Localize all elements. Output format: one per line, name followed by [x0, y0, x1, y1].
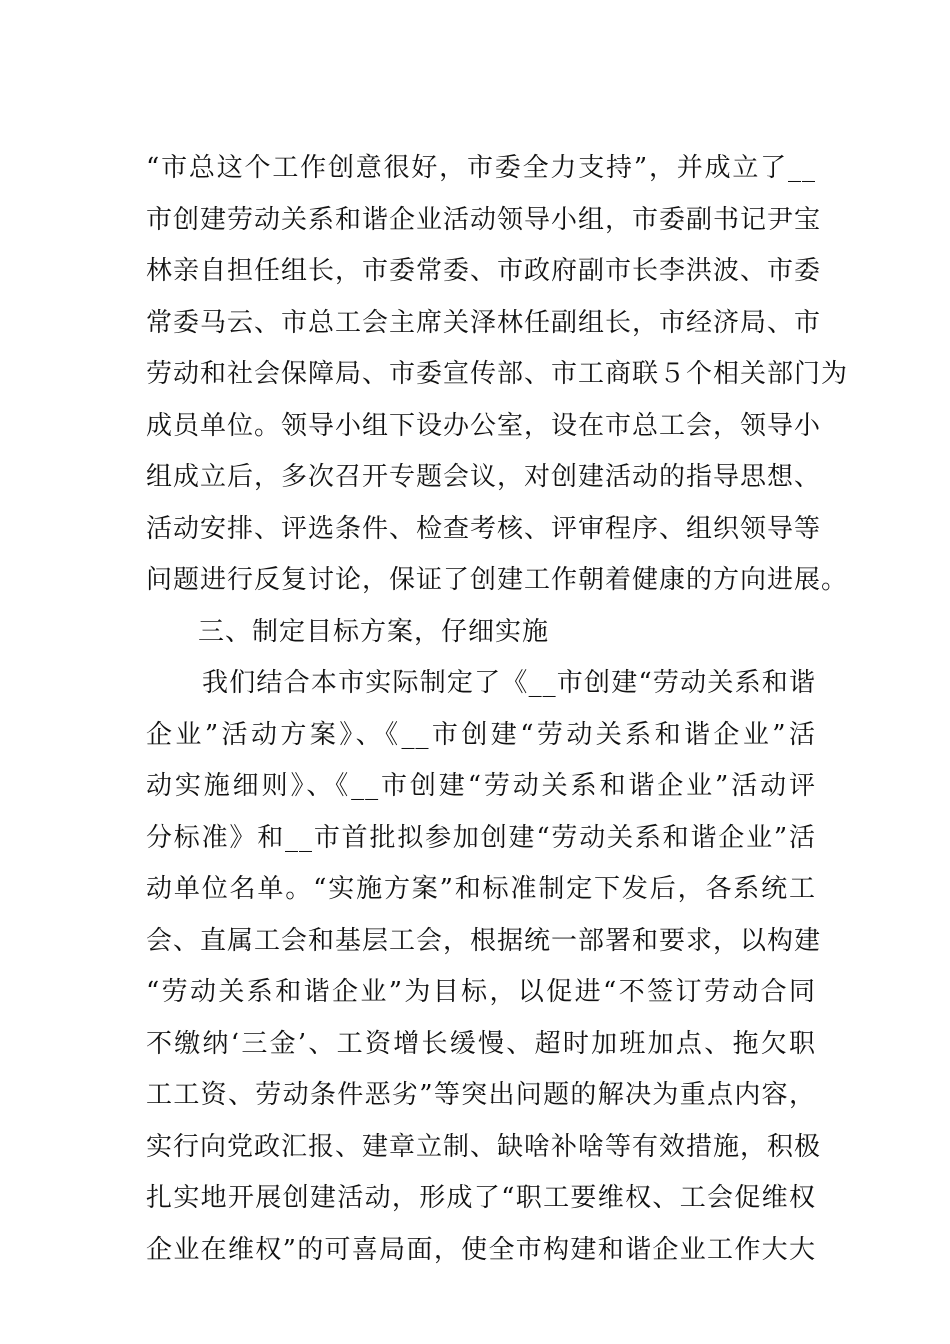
body-line-22: 企业在维权”的可喜局面，使全市构建和谐企业工作大大: [146, 1234, 816, 1265]
document-body: [146, 148, 849, 1281]
body-line-18: 不缴纳‘三金’、工资增长缓慢、超时加班加点、拖欠职: [146, 1028, 816, 1059]
body-line-17: “劳动关系和谐企业”为目标，以促进“不签订劳动合同: [146, 977, 816, 1007]
body-line-3: 林亲自担任组长，市委常委、市政府副市长李洪波、市委: [146, 256, 822, 286]
body-line-16: 会、直属工会和基层工会，根据统一部署和要求，以构建: [146, 925, 822, 956]
body-line-1: “市总这个工作创意很好，市委全力支持”，并成立了__: [146, 153, 816, 183]
body-line-13: 动实施细则》、《__市创建“劳动关系和谐企业”活动评: [146, 771, 816, 801]
body-line-2: 市创建劳动关系和谐企业活动领导小组，市委副书记尹宝: [146, 204, 822, 235]
body-line-8: 活动安排、评选条件、检查考核、评审程序、组织领导等: [146, 513, 822, 544]
body-line-20: 实行向党政汇报、建章立制、缺啥补啥等有效措施，积极: [146, 1131, 822, 1162]
section-heading: 三、制定目标方案，仔细实施: [198, 616, 550, 647]
body-line-15: 动单位名单。“实施方案”和标准制定下发后，各系统工: [146, 874, 816, 904]
body-line-7: 组成立后，多次召开专题会议，对创建活动的指导思想、: [146, 462, 822, 492]
body-line-11: 我们结合本市实际制定了《__市创建“劳动关系和谐: [202, 668, 816, 698]
body-line-9: 问题进行反复讨论，保证了创建工作朝着健康的方向进展。: [146, 565, 849, 595]
body-line-6: 成员单位。领导小组下设办公室，设在市总工会，领导小: [146, 410, 822, 441]
body-line-4: 常委马云、市总工会主席关泽林任副组长，市经济局、市: [146, 307, 822, 338]
body-line-5: 劳动和社会保障局、市委宣传部、市工商联５个相关部门为: [146, 359, 849, 389]
body-line-19: 工工资、劳动条件恶劣”等突出问题的解决为重点内容，: [146, 1080, 816, 1110]
body-line-14: 分标准》和__市首批拟参加创建“劳动关系和谐企业”活: [146, 822, 816, 853]
body-line-21: 扎实地开展创建活动，形成了“职工要维权、工会促维权: [146, 1183, 816, 1213]
body-line-12: 企业”活动方案》、《__市创建“劳动关系和谐企业”活: [146, 719, 816, 750]
